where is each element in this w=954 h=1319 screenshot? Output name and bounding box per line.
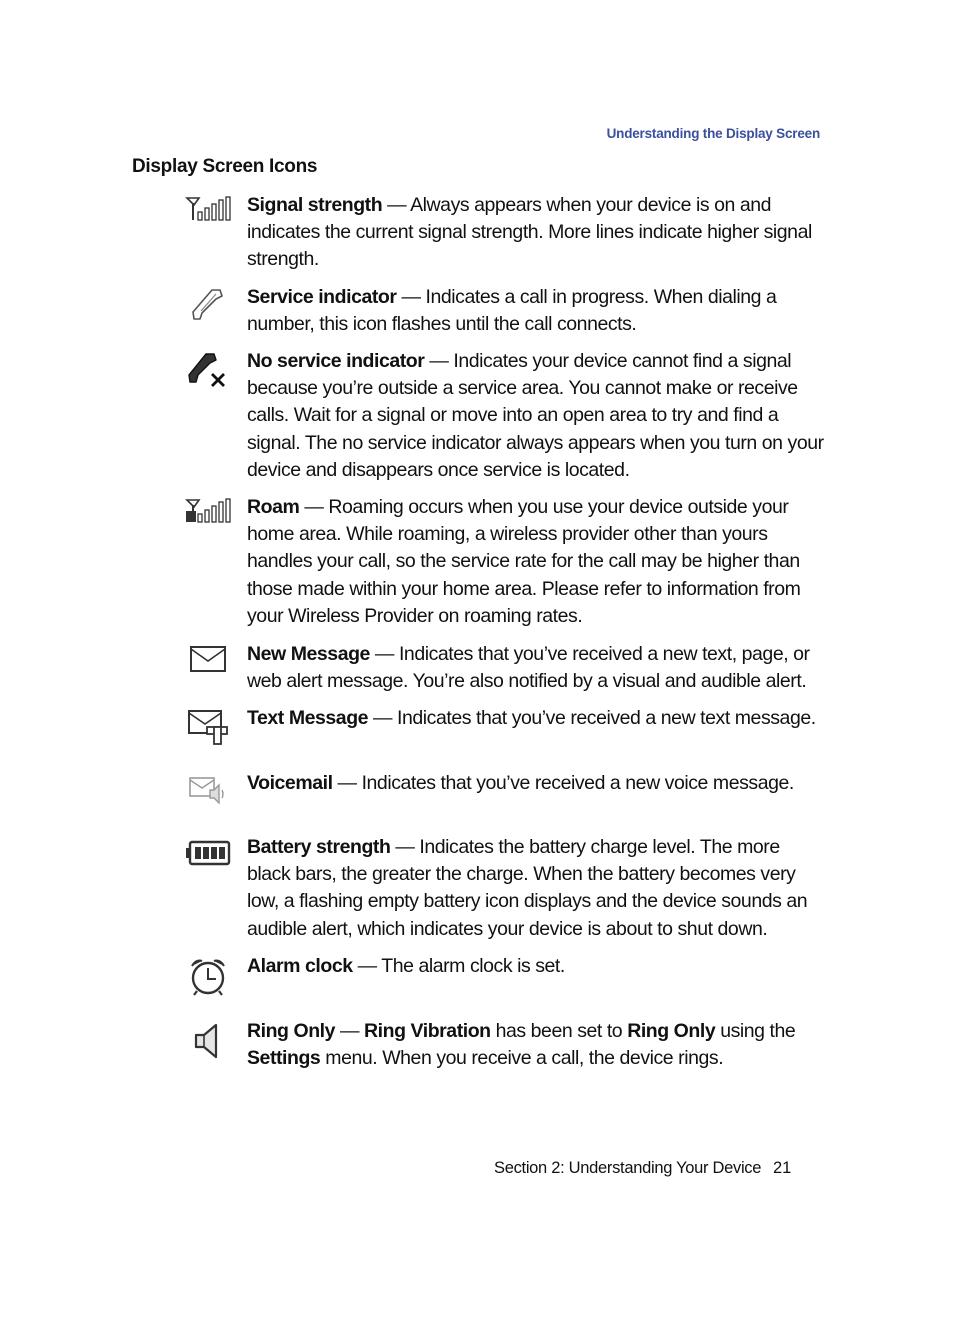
separator: — xyxy=(368,707,398,729)
entry-text xyxy=(247,1018,827,1072)
entry-term: Alarm clock xyxy=(247,955,353,977)
separator: — xyxy=(390,836,420,858)
entry-term: Battery strength xyxy=(247,836,391,858)
entry-description: The alarm clock is set. xyxy=(381,955,565,977)
entry-text xyxy=(247,641,827,695)
signal-strength-icon xyxy=(185,196,231,222)
entry-term: Signal strength xyxy=(247,194,383,216)
entry-text xyxy=(247,494,827,630)
entry-text xyxy=(247,770,827,797)
entry-term: Service indicator xyxy=(247,286,397,308)
battery-strength-icon xyxy=(185,840,231,866)
separator: — xyxy=(299,496,329,518)
footer-section-label: Section 2: Understanding Your Device xyxy=(494,1159,762,1177)
entry-description: Roaming occurs when you use your device outside your home area. While roaming, a wireless provider other than yours handles your call, so the service rate for the call may be higher than those made within your home area. Please refer to information from your Wireless Provider on roaming rates. xyxy=(247,496,801,627)
entry-term: Voicemail xyxy=(247,772,333,794)
entry-description: Indicates a call in progress. When dialing a number, this icon flashes until the call connects. xyxy=(247,286,777,336)
text-message-icon xyxy=(187,709,229,745)
entry-term-ring-vibration: Ring Vibration xyxy=(364,1020,491,1042)
entry-description: using the xyxy=(715,1020,796,1042)
entry-term: No service indicator xyxy=(247,350,425,372)
separator: — xyxy=(424,350,454,372)
entry-term: Roam xyxy=(247,496,300,518)
voicemail-icon xyxy=(188,774,228,804)
entry-term: Text Message xyxy=(247,707,369,729)
separator: — xyxy=(352,955,382,977)
entry-description: Always appears when your device is on and indicates the current signal strength. More lines indicate higher signal strength. xyxy=(247,194,812,271)
entry-text xyxy=(247,705,827,732)
entry-term: Ring Only xyxy=(247,1020,336,1042)
alarm-clock-icon xyxy=(188,957,228,997)
no-service-indicator-icon xyxy=(188,352,228,388)
section-heading: Display Screen Icons xyxy=(132,156,318,177)
entry-text xyxy=(247,192,827,274)
separator: — xyxy=(369,643,399,665)
entry-description: menu. When you receive a call, the device rings. xyxy=(320,1047,724,1070)
entry-text xyxy=(247,953,827,980)
entry-description: Indicates that you’ve received a new text, page, or web alert message. You’re also notified by a visual and audible alert. xyxy=(247,643,810,693)
entry-text xyxy=(247,348,827,484)
speaker-icon xyxy=(192,1022,224,1060)
separator: — xyxy=(396,286,426,308)
page-number: 21 xyxy=(773,1159,792,1177)
entry-description: Indicates that you’ve received a new voice message. xyxy=(361,772,794,794)
entry-term-ring-only: Ring Only xyxy=(627,1020,716,1042)
separator: — xyxy=(332,772,362,794)
service-indicator-icon xyxy=(190,286,226,324)
entry-description: Indicates that you’ve received a new text message. xyxy=(397,707,816,729)
entry-term-settings: Settings xyxy=(247,1047,321,1070)
entry-description: has been set to xyxy=(490,1020,628,1042)
running-head: Understanding the Display Screen xyxy=(606,126,820,141)
entry-description: Indicates the battery charge level. The more black bars, the greater the charge. When the battery becomes very low, a flashing empty battery icon displays and the device sounds an audible alert, which indicates your device is about to shut down. xyxy=(247,836,808,940)
separator: — xyxy=(335,1020,365,1042)
entry-text xyxy=(247,834,827,943)
roam-icon xyxy=(185,498,231,524)
entry-description: Indicates your device cannot find a signal because you’re outside a service area. You cannot make or receive calls. Wait for a signal or move into an open area to try and find a signal. The no service indicator always appears when you turn on your device and disappears once service is located. xyxy=(247,350,824,481)
entry-term: New Message xyxy=(247,643,370,665)
separator: — xyxy=(382,194,411,216)
entry-text xyxy=(247,284,827,338)
new-message-icon xyxy=(189,645,227,673)
